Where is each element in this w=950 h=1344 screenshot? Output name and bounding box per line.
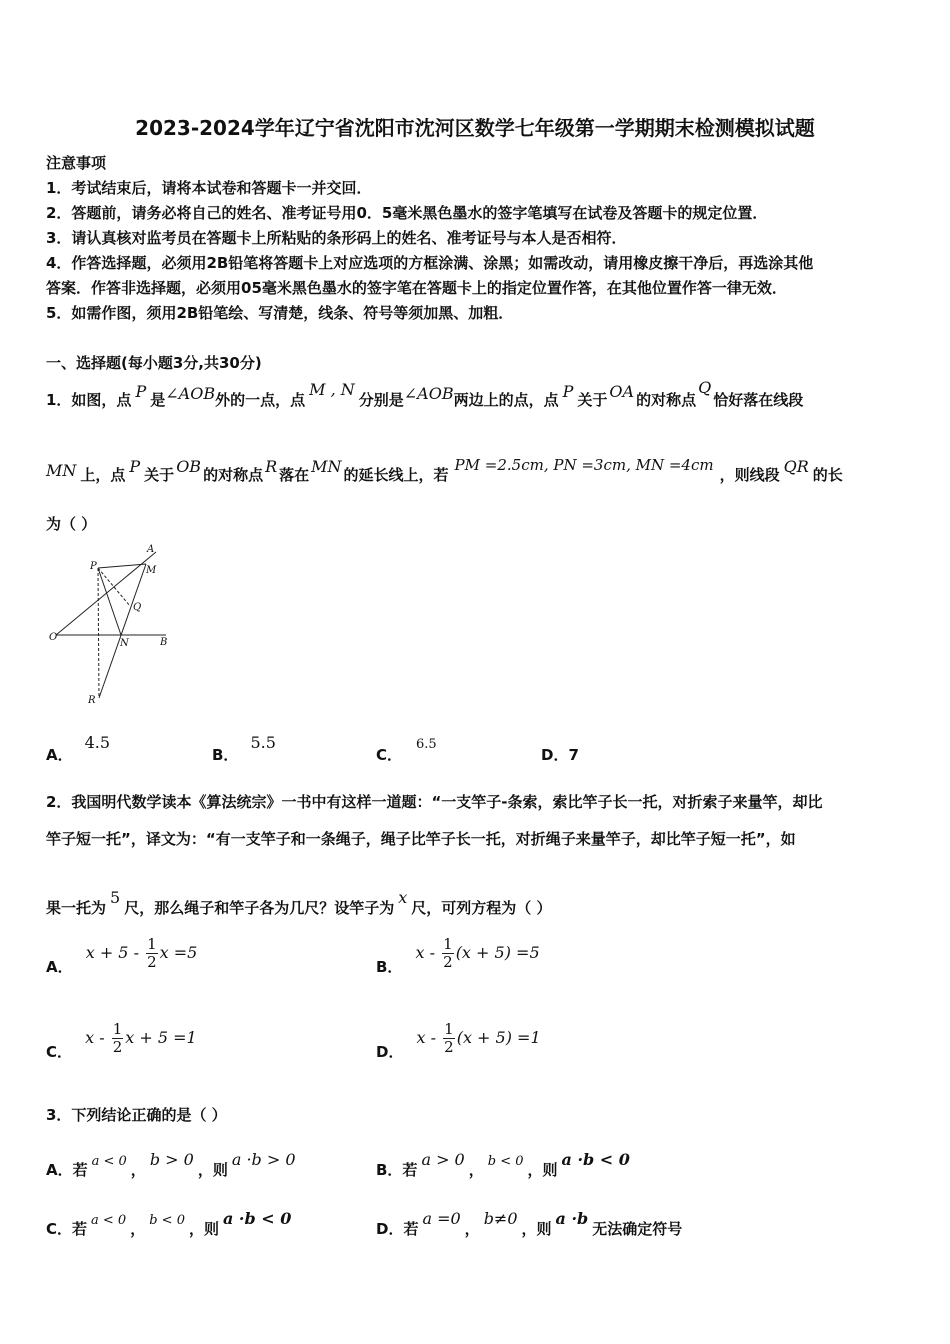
notice-item: 1．考试结束后，请将本试卷和答题卡一并交回． (46, 179, 372, 197)
q1-math: Q (698, 378, 712, 397)
q1-line1 (46, 378, 803, 410)
formula-post: x =5 (159, 943, 198, 962)
formula-post: (x + 5) =1 (456, 1028, 541, 1047)
q1-text: 外的一点，点 (215, 391, 306, 409)
q3-math: b > 0 (149, 1150, 194, 1169)
q1-text: 分别是 (358, 391, 404, 409)
fraction-num: 1 (444, 1020, 454, 1038)
q1-text: 落在 (279, 466, 310, 484)
q1-math: P (129, 457, 141, 476)
option-value: 5.5 (250, 733, 276, 752)
label-r: R (88, 695, 96, 706)
q2-option-a[interactable] (46, 936, 197, 977)
q1-math: P (135, 382, 147, 401)
q1-math: MN (46, 461, 77, 480)
q2-text: 尺，那么绳子和竿子各为几尺？设竿子为 (124, 899, 395, 917)
fraction-den: 2 (443, 953, 453, 971)
option-label: B．若 (376, 1161, 418, 1179)
line-mr (99, 564, 146, 698)
q1-line2 (46, 456, 843, 485)
q1-text: ，则线段 (719, 466, 780, 484)
q2-option-c[interactable] (46, 1021, 197, 1062)
label-q: Q (133, 602, 142, 613)
notice-item: 2．答题前，请务必将自己的姓名、准考证号用0．5毫米黑色墨水的签字笔填写在试卷及答题卡的规定位置． (46, 204, 768, 222)
q3-math: b < 0 (149, 1213, 185, 1228)
q3-text: ，则 (521, 1220, 552, 1238)
q1-math: ∠AOB (165, 384, 216, 403)
q2-option-d[interactable] (376, 1021, 541, 1062)
formula (85, 1020, 197, 1056)
q2-math: 5 (110, 888, 121, 907)
q3-text: ，则 (197, 1161, 228, 1179)
q3-text: ， (464, 1220, 480, 1238)
q3-math: a ·b < 0 (561, 1150, 630, 1169)
q1-option-d[interactable] (541, 744, 579, 765)
q1-text: 的对称点 (203, 466, 264, 484)
fraction (443, 1021, 455, 1056)
q2-line2: 竿子短一托”，译文为：“有一支竿子和一条绳子，绳子比竿子长一托，对折绳子来量竿子，却比竿子短一托”，如 (46, 830, 796, 848)
q1-text: 的对称点 (636, 391, 697, 409)
option-label: D．若 (376, 1220, 419, 1238)
option-label: A． (46, 958, 73, 976)
formula-post: x + 5 =1 (125, 1028, 197, 1047)
dashed-pr (98, 568, 99, 698)
label-b: B (160, 637, 168, 648)
option-label: C． (376, 746, 403, 764)
q3-text: 无法确定符号 (592, 1220, 683, 1238)
q3-text: ，则 (188, 1220, 219, 1238)
q3-math: a =0 (422, 1209, 461, 1228)
q2-text: 果一托为 (46, 899, 107, 917)
q3-math: a > 0 (421, 1150, 465, 1169)
formula (416, 1020, 541, 1056)
q3-math: a ·b > 0 (231, 1150, 296, 1169)
q2-line1: 2．我国明代数学读本《算法统宗》一书中有这样一道题：“一支竿子-条索，索比竿子长一托，对折索子来量竿，却比 (46, 793, 823, 811)
q1-math: OB (176, 457, 202, 476)
q1-text: 关于 (577, 391, 608, 409)
formula-pre: x - (416, 1028, 442, 1047)
q1-option-a[interactable] (46, 733, 111, 765)
q2-line3 (46, 888, 551, 918)
q2-text: 尺，可列方程为（ ） (411, 899, 552, 917)
formula-pre: x - (415, 943, 441, 962)
q1-geometry-figure (48, 538, 178, 708)
formula (85, 935, 198, 971)
q1-given: PM =2.5cm, PN =3cm, MN =4cm (454, 456, 714, 474)
q3-math: a < 0 (91, 1154, 127, 1169)
fraction-num: 1 (112, 1020, 123, 1038)
q3-math: b≠0 (483, 1209, 518, 1228)
q3-text: ， (130, 1220, 146, 1238)
formula (415, 935, 540, 971)
page-title: 2023-2024学年辽宁省沈阳市沈河区数学七年级第一学期期末检测模拟试题 (135, 116, 815, 140)
section-heading: 一、选择题(每小题3分,共30分) (46, 354, 262, 372)
option-value: 4.5 (84, 733, 111, 752)
q1-text: 两边上的点，点 (453, 391, 559, 409)
q1-option-b[interactable] (212, 733, 276, 765)
label-o: O (49, 632, 58, 643)
option-label: A． (46, 746, 73, 764)
label-a: A (147, 544, 155, 555)
q3-math: b < 0 (487, 1154, 524, 1169)
q3-text: ， (468, 1161, 484, 1179)
q1-text: 1．如图，点 (46, 391, 132, 409)
q3-text: ，则 (527, 1161, 558, 1179)
q2-option-b[interactable] (376, 936, 540, 977)
q3-math: a ·b (555, 1209, 589, 1228)
q1-math: P (562, 382, 574, 401)
option-label: C．若 (46, 1220, 88, 1238)
q1-math: OA (609, 382, 635, 401)
q1-math: QR (783, 457, 809, 476)
segment-pn (98, 568, 121, 635)
q2-math: x (398, 888, 408, 907)
label-p: P (90, 561, 97, 572)
q1-math: ∠AOB (403, 384, 454, 403)
q3-math: a < 0 (91, 1213, 127, 1228)
fraction-den: 2 (444, 1038, 454, 1056)
notice-item: 答案．作答非选择题，必须用05毫米黑色墨水的签字笔在答题卡上的指定位置作答，在其他位置作答一律无效． (46, 279, 787, 297)
fraction (442, 936, 454, 971)
notice-item: 4．作答选择题，必须用2B铅笔将答题卡上对应选项的方框涂满、涂黑；如需改动，请用橡皮擦干净后，再选涂其他 (46, 254, 814, 272)
q1-line3: 为（ ） (46, 515, 97, 533)
fraction-den: 2 (147, 953, 157, 971)
q3-text: ， (130, 1161, 146, 1179)
fraction-num: 1 (443, 935, 453, 953)
q1-math: MN (311, 457, 342, 476)
fraction-den: 2 (112, 1038, 123, 1056)
q1-text: 是 (150, 391, 166, 409)
q1-math: M , N (309, 380, 355, 399)
q3-option-b[interactable] (376, 1150, 634, 1180)
q1-text: 的延长线上，若 (343, 466, 449, 484)
q1-math: R (265, 457, 278, 476)
q3-math: a ·b < 0 (222, 1209, 292, 1228)
label-m: M (146, 565, 157, 576)
q3-option-a[interactable] (46, 1150, 300, 1180)
option-label: B． (212, 746, 239, 764)
q3-option-c[interactable] (46, 1209, 295, 1239)
fraction (146, 936, 158, 971)
formula-post: (x + 5) =5 (455, 943, 540, 962)
notice-item: 5．如需作图，须用2B铅笔绘、写清楚，线条、符号等须加黑、加粗． (46, 304, 514, 322)
formula-pre: x + 5 - (85, 943, 145, 962)
notice-heading: 注意事项 (46, 154, 107, 172)
q1-text: 关于 (144, 466, 175, 484)
option-label: C． (46, 1043, 73, 1061)
fraction-num: 1 (147, 935, 157, 953)
option-label: D． (376, 1043, 404, 1061)
option-label: D．7 (541, 746, 579, 764)
q3-option-d[interactable] (376, 1209, 682, 1239)
formula-pre: x - (85, 1028, 110, 1047)
option-label: B． (376, 958, 403, 976)
q1-option-c[interactable] (376, 737, 437, 765)
q1-text: 的长 (812, 466, 843, 484)
q1-text: 上，点 (80, 466, 126, 484)
label-n: N (120, 638, 129, 649)
q1-text: 恰好落在线段 (713, 391, 804, 409)
option-value: 6.5 (416, 737, 437, 752)
fraction (112, 1021, 124, 1056)
option-label: A．若 (46, 1161, 88, 1179)
notice-item: 3．请认真核对监考员在答题卡上所粘贴的条形码上的姓名、准考证号与本人是否相符． (46, 229, 627, 247)
q3-stem: 3．下列结论正确的是（ ） (46, 1106, 227, 1124)
